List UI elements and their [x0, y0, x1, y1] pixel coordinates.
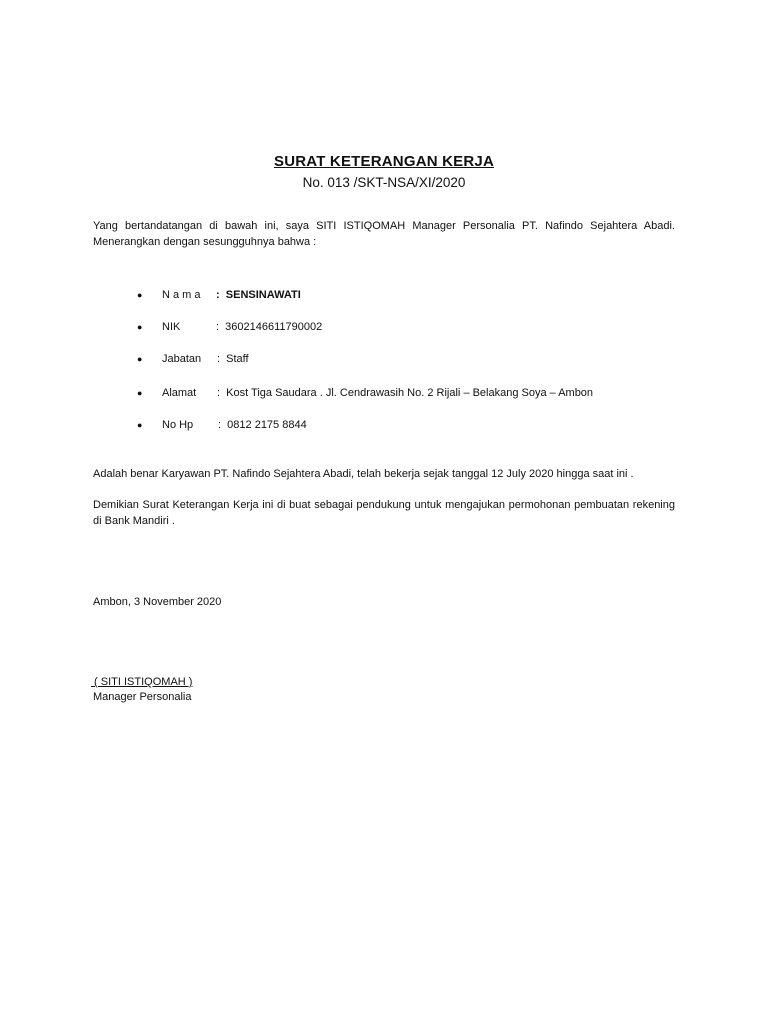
detail-label: NIK: [162, 321, 181, 333]
detail-label: No Hp: [162, 419, 194, 431]
detail-value: : Kost Tiga Saudara . Jl. Cendrawasih No. 2 Rijali – Belakang Soya – Ambon: [217, 387, 594, 399]
signatory-name: ( SITI ISTIQOMAH ): [91, 676, 193, 688]
purpose-paragraph: Demikian Surat Keterangan Kerja ini di buat sebagai pendukung untuk mengajukan permohonan pembuatan rekening di Bank Mandiri .: [93, 499, 675, 527]
detail-label: Jabatan: [162, 353, 202, 365]
employment-statement: Adalah benar Karyawan PT. Nafindo Sejahtera Abadi, telah bekerja sejak tanggal 12 July 2020 hingga saat ini .: [93, 468, 634, 480]
detail-label: Alamat: [162, 387, 197, 399]
letter-number: No. 013 /SKT-NSA/XI/2020: [302, 175, 466, 190]
bullet-icon: ●: [137, 290, 143, 300]
detail-value: : 0812 2175 8844: [218, 419, 307, 431]
detail-value: : 3602146611790002: [216, 321, 323, 333]
place-date: Ambon, 3 November 2020: [93, 596, 222, 608]
detail-value: : SENSINAWATI: [216, 289, 301, 301]
signatory-title: Manager Personalia: [93, 691, 192, 703]
bullet-icon: ●: [137, 322, 143, 332]
letter-title: SURAT KETERANGAN KERJA: [274, 153, 494, 170]
intro-paragraph: Yang bertandatangan di bawah ini, saya SITI ISTIQOMAH Manager Personalia PT. Nafindo Sejahtera Abadi. Menerangkan dengan sesungguhnya bahwa :: [93, 220, 675, 248]
bullet-icon: ●: [137, 420, 143, 430]
bullet-icon: ●: [137, 388, 143, 398]
detail-label: N a m a: [162, 289, 201, 301]
detail-value: : Staff: [217, 353, 249, 365]
bullet-icon: ●: [137, 354, 143, 364]
